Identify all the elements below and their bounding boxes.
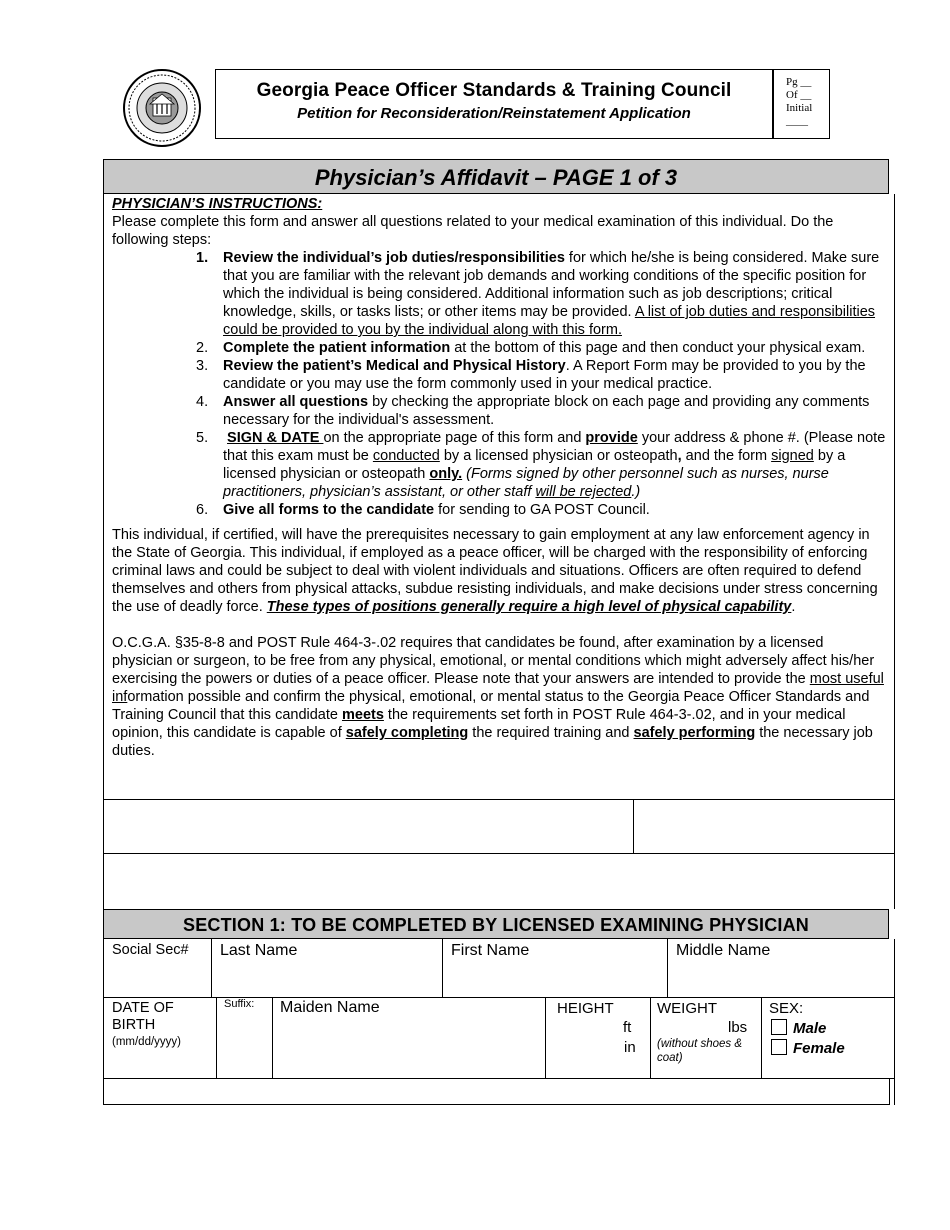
initial-line: ____ — [786, 115, 808, 127]
step-bold-text: Give all forms to the candidate — [223, 502, 435, 518]
divider — [103, 799, 895, 800]
sex-label: SEX: — [769, 1000, 804, 1017]
list-item — [112, 357, 887, 393]
paragraph-text: ormation possible and confirm the physical, emotional, or mental status to the Georgia Peace Officer Standards and Training Council that this candidate — [112, 689, 870, 723]
safely-performing-text: safely performing — [633, 725, 756, 741]
height-ft-unit: ft — [623, 1019, 632, 1036]
divider — [650, 997, 651, 1078]
dob-format-hint: (mm/dd/yyyy) — [112, 1036, 181, 1048]
divider — [103, 853, 895, 854]
step-text: for which he/she is being considered. Make sure that you are familiar with the relevant job demands and working conditions of the specific position for which the individual is being considered. Additional information such as job descriptions; critical knowledge, skills, or tasks lists; or other items may be provided. — [223, 250, 880, 320]
step-number: 4. — [196, 394, 209, 410]
sign-date-text: SIGN & DATE — [227, 430, 324, 446]
weight-note: (without shoes & coat) — [657, 1038, 743, 1064]
divider — [103, 1078, 895, 1079]
divider — [545, 997, 546, 1078]
height-in-unit: in — [624, 1039, 636, 1056]
dob-label-line: DATE OF — [112, 1000, 174, 1016]
step-text: by a licensed physician or osteopath — [439, 448, 678, 464]
meets-text: meets — [341, 707, 384, 723]
paragraph-text: the required training and — [468, 725, 634, 741]
safely-completing-text: safely completing — [345, 725, 469, 741]
step-number: 3. — [196, 358, 209, 374]
page-of-label: Of __ — [786, 89, 812, 101]
step-bold-text: Answer all questions — [223, 394, 369, 410]
step-italic-text: .) — [631, 484, 641, 500]
step-text: and the form — [681, 448, 772, 464]
step-text: for sending to GA POST Council. — [434, 502, 650, 518]
step-text: by checking the appropriate block on each page and providing any comments necessary for the individual's assessment. — [223, 394, 870, 428]
list-item — [112, 429, 887, 501]
step-number: 2. — [196, 340, 209, 356]
last-name-label: Last Name — [220, 942, 298, 959]
initial-label: Initial — [786, 102, 813, 114]
step-text: on the appropriate page of this form and — [323, 430, 586, 446]
page-number-label: Pg __ — [786, 76, 812, 88]
step-text: , — [677, 448, 682, 464]
divider — [103, 1104, 890, 1105]
ssn-label: Social Sec# — [112, 942, 189, 958]
page-banner: Physician’s Affidavit – PAGE 1 of 3 — [103, 159, 889, 194]
step-number: 5. — [196, 430, 209, 446]
divider — [103, 997, 895, 998]
step-italic-text: (Forms signed by other personnel such as nurses, nurse practitioners, physician’s assistant, or other staff — [223, 466, 829, 500]
provide-text: provide — [585, 430, 638, 446]
signed-text: signed — [771, 448, 814, 464]
header-title-box — [215, 69, 773, 139]
application-subtitle: Petition for Reconsideration/Reinstatement Application — [297, 105, 691, 122]
middle-name-label: Middle Name — [676, 942, 771, 959]
maiden-name-label: Maiden Name — [280, 999, 380, 1016]
divider — [103, 799, 104, 909]
paragraph-text: O.C.G.A. §35-8-8 and POST Rule 464-3-.02 requires that candidates be found, after examination by a licensed physician or surgeon, to be free from any physical, emotional, or mental conditions which might adversely affect his/her exercising the powers or duties of a peace officer. Please note that your answers are intended to provide the — [112, 635, 875, 687]
step-text: at the bottom of this page and then conduct your physical exam. — [450, 340, 866, 356]
dob-label — [112, 1000, 181, 1051]
step-text: by a licensed physician or osteopath — [223, 448, 846, 482]
prerequisites-paragraph — [112, 526, 887, 616]
male-checkbox[interactable] — [771, 1019, 787, 1035]
male-option[interactable] — [771, 1019, 826, 1037]
divider — [103, 939, 104, 1105]
divider — [633, 799, 634, 853]
page-initial-box — [773, 69, 830, 139]
step-underlined-text: A list of job duties and responsibilities could be provided to you by the individual along with this form. — [223, 304, 876, 338]
divider — [211, 939, 212, 997]
step-text: . A Report Form may be provided to you by the candidate or you may use the form commonly used in your medical practice. — [223, 358, 866, 392]
instructions-body — [112, 195, 887, 760]
step-bold-text: Review the patient’s Medical and Physical History — [223, 358, 566, 374]
female-checkbox[interactable] — [771, 1039, 787, 1055]
divider — [894, 939, 895, 1105]
first-name-label: First Name — [451, 942, 530, 959]
council-seal-logo — [122, 68, 202, 148]
list-item — [112, 339, 887, 357]
list-item — [112, 393, 887, 429]
conducted-text: conducted — [372, 448, 440, 464]
section1-header: SECTION 1: TO BE COMPLETED BY LICENSED EXAMINING PHYSICIAN — [103, 909, 889, 939]
step-bold-text: Complete the patient information — [223, 340, 451, 356]
paragraph-text: the necessary job duties. — [112, 725, 873, 759]
step-text: your address & phone #. (Please note that this exam must be — [223, 430, 886, 464]
council-title: Georgia Peace Officer Standards & Training Council — [256, 80, 732, 101]
female-label: Female — [793, 1040, 845, 1057]
step-number: 6. — [196, 502, 209, 518]
list-item — [112, 501, 887, 519]
paragraph-text: the requirements set forth in POST Rule 464-3-.02, and in your medical opinion, this candidate is capable of — [112, 707, 846, 741]
weight-lbs-unit: lbs — [728, 1019, 748, 1036]
instructions-heading: PHYSICIAN’S INSTRUCTIONS: — [112, 196, 323, 212]
suffix-label: Suffix: — [224, 998, 255, 1010]
divider — [442, 939, 443, 997]
paragraph-text: . — [791, 599, 796, 615]
list-item — [112, 249, 887, 339]
weight-label: WEIGHT — [657, 1000, 717, 1017]
dob-label-line: BIRTH — [112, 1017, 156, 1033]
instructions-intro: Please complete this form and answer all questions related to your medical examination of this individual. Do the following steps: — [112, 214, 834, 248]
divider — [894, 799, 895, 909]
divider — [272, 997, 273, 1078]
emphasized-text: These types of positions generally require a high level of physical capability — [266, 599, 792, 615]
ocga-paragraph — [112, 634, 887, 760]
only-text: only. — [429, 466, 463, 482]
will-be-rejected-text: will be rejected — [535, 484, 632, 500]
step-number: 1. — [196, 250, 209, 266]
divider — [216, 997, 217, 1078]
instruction-steps — [112, 249, 887, 519]
underlined-text: most useful inf — [112, 671, 884, 705]
divider — [761, 997, 762, 1078]
female-option[interactable] — [771, 1039, 845, 1057]
height-label: HEIGHT — [557, 1000, 614, 1017]
divider — [889, 1078, 890, 1105]
paragraph-text: This individual, if certified, will have the prerequisites necessary to gain employment at any law enforcement agency in the State of Georgia. This individual, if employed as a peace officer, will be charged with the responsibility of enforcing criminal laws and could be subject to deal with violent individuals and situations. Officers are often required to defend themselves and others from physical attacks, subdue resisting individuals, and make decisions under stress concerning the use of deadly force. — [112, 527, 878, 615]
male-label: Male — [793, 1020, 827, 1037]
step-bold-text: Review the individual’s job duties/responsibilities — [223, 250, 565, 266]
divider — [667, 939, 668, 997]
